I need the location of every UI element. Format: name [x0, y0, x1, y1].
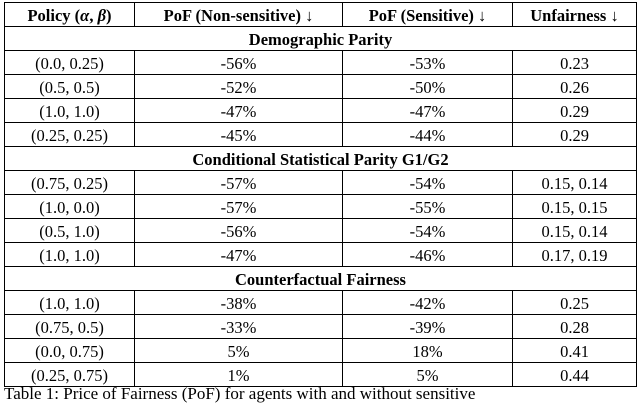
- unfairness-cell: 0.23: [513, 51, 637, 75]
- table-row: [5, 291, 637, 315]
- pof-nonsensitive-cell: -45%: [135, 123, 343, 147]
- policy-cell: (0.5, 1.0): [5, 219, 135, 243]
- policy-cell: (1.0, 0.0): [5, 195, 135, 219]
- policy-cell: (0.25, 0.25): [5, 123, 135, 147]
- header-unfairness: Unfairness ↓: [513, 3, 637, 27]
- pof-sensitive-cell: -54%: [343, 171, 513, 195]
- table-row: [5, 99, 637, 123]
- table-row: [5, 243, 637, 267]
- alpha-symbol: α: [80, 5, 90, 25]
- unfairness-cell: 0.29: [513, 99, 637, 123]
- table-row: [5, 123, 637, 147]
- section-header-row: [5, 267, 637, 291]
- table-row: [5, 171, 637, 195]
- pof-nonsensitive-cell: -33%: [135, 315, 343, 339]
- pof-nonsensitive-cell: 5%: [135, 339, 343, 363]
- policy-cell: (1.0, 1.0): [5, 99, 135, 123]
- unfairness-cell: 0.15, 0.14: [513, 171, 637, 195]
- pof-nonsensitive-cell: -47%: [135, 243, 343, 267]
- policy-cell: (0.5, 0.5): [5, 75, 135, 99]
- policy-cell: (0.75, 0.25): [5, 171, 135, 195]
- unfairness-cell: 0.41: [513, 339, 637, 363]
- pof-nonsensitive-cell: -38%: [135, 291, 343, 315]
- unfairness-cell: 0.29: [513, 123, 637, 147]
- table-row: [5, 51, 637, 75]
- policy-cell: (1.0, 1.0): [5, 243, 135, 267]
- table-caption: Table 1: Price of Fairness (PoF) for agents with and without sensitive: [4, 384, 476, 403]
- pof-sensitive-cell: -42%: [343, 291, 513, 315]
- pof-sensitive-cell: -55%: [343, 195, 513, 219]
- pof-sensitive-cell: -53%: [343, 51, 513, 75]
- table-row: [5, 219, 637, 243]
- pof-sensitive-cell: 18%: [343, 339, 513, 363]
- table-body: [5, 27, 637, 387]
- table-row: [5, 75, 637, 99]
- pof-nonsensitive-cell: -47%: [135, 99, 343, 123]
- pof-sensitive-cell: -50%: [343, 75, 513, 99]
- pof-sensitive-cell: 5%: [343, 363, 513, 387]
- pof-sensitive-cell: -44%: [343, 123, 513, 147]
- table-row: [5, 315, 637, 339]
- section-title: Demographic Parity: [5, 27, 637, 51]
- pof-sensitive-cell: -54%: [343, 219, 513, 243]
- policy-cell: (0.75, 0.5): [5, 315, 135, 339]
- table-row: [5, 363, 637, 387]
- header-row: [5, 3, 637, 27]
- pof-sensitive-cell: -46%: [343, 243, 513, 267]
- section-header-row: [5, 27, 637, 51]
- pof-nonsensitive-cell: 1%: [135, 363, 343, 387]
- results-table-container: [4, 2, 636, 387]
- policy-cell: (1.0, 1.0): [5, 291, 135, 315]
- policy-cell: (0.0, 0.25): [5, 51, 135, 75]
- pof-nonsensitive-cell: -52%: [135, 75, 343, 99]
- pof-nonsensitive-cell: -56%: [135, 219, 343, 243]
- policy-cell: (0.0, 0.75): [5, 339, 135, 363]
- results-table: [4, 2, 637, 387]
- header-pof-sensitive: PoF (Sensitive) ↓: [343, 3, 513, 27]
- unfairness-cell: 0.15, 0.14: [513, 219, 637, 243]
- beta-symbol: β: [97, 5, 107, 25]
- header-policy: Policy (α, β): [5, 3, 135, 27]
- policy-cell: (0.25, 0.75): [5, 363, 135, 387]
- unfairness-cell: 0.25: [513, 291, 637, 315]
- unfairness-cell: 0.17, 0.19: [513, 243, 637, 267]
- unfairness-cell: 0.28: [513, 315, 637, 339]
- pof-sensitive-cell: -39%: [343, 315, 513, 339]
- table-row: [5, 339, 637, 363]
- unfairness-cell: 0.44: [513, 363, 637, 387]
- unfairness-cell: 0.26: [513, 75, 637, 99]
- pof-nonsensitive-cell: -57%: [135, 171, 343, 195]
- pof-nonsensitive-cell: -56%: [135, 51, 343, 75]
- section-header-row: [5, 147, 637, 171]
- pof-sensitive-cell: -47%: [343, 99, 513, 123]
- section-title: Counterfactual Fairness: [5, 267, 637, 291]
- section-title: Conditional Statistical Parity G1/G2: [5, 147, 637, 171]
- table-row: [5, 195, 637, 219]
- unfairness-cell: 0.15, 0.15: [513, 195, 637, 219]
- header-pof-nonsensitive: PoF (Non-sensitive) ↓: [135, 3, 343, 27]
- pof-nonsensitive-cell: -57%: [135, 195, 343, 219]
